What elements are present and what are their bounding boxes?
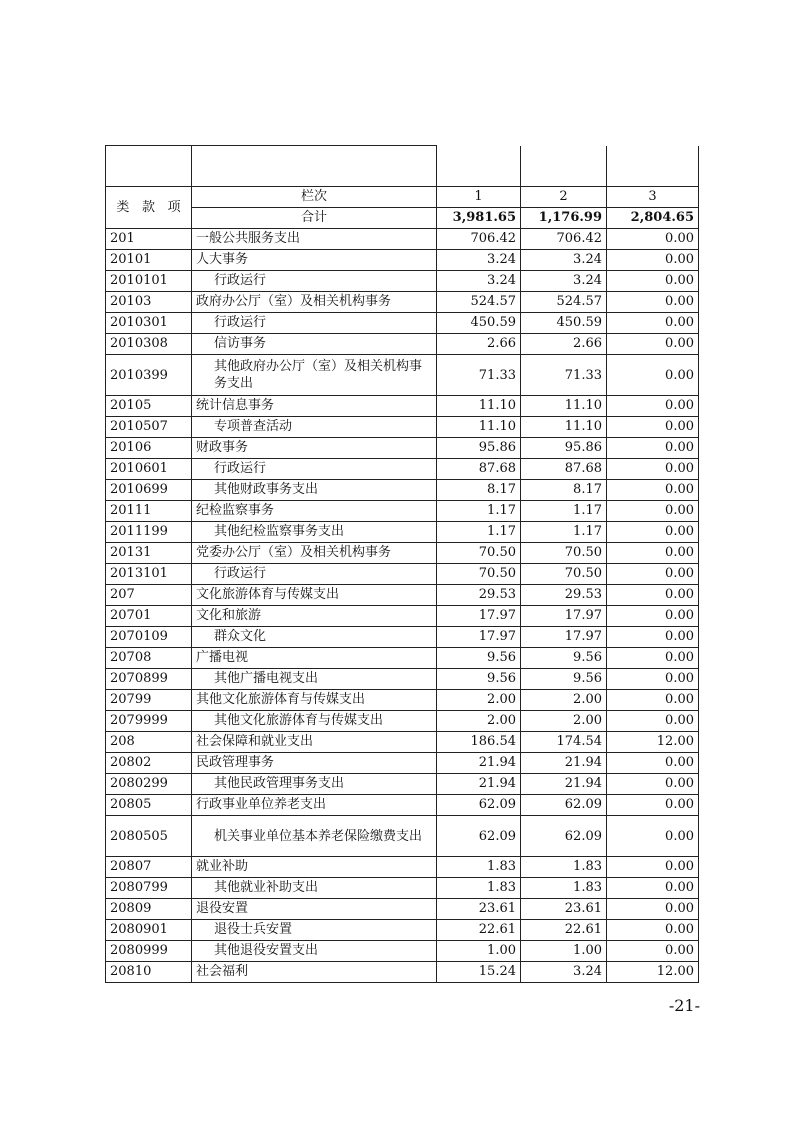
row-name: 财政事务 <box>192 438 437 459</box>
row-value-1: 1.83 <box>437 878 521 899</box>
row-value-1: 21.94 <box>437 774 521 795</box>
row-value-2: 1.83 <box>521 857 607 878</box>
budget-table-body <box>106 146 699 983</box>
row-name: 其他文化旅游体育与传媒支出 <box>192 711 437 732</box>
row-value-2: 11.10 <box>521 417 607 438</box>
row-value-2: 3.24 <box>521 962 607 983</box>
row-code: 20131 <box>106 543 192 564</box>
row-code: 20701 <box>106 606 192 627</box>
row-name: 机关事业单位基本养老保险缴费支出 <box>192 816 437 857</box>
row-value-3: 0.00 <box>607 480 699 501</box>
row-value-1: 1.17 <box>437 522 521 543</box>
row-value-3: 0.00 <box>607 816 699 857</box>
table-row <box>106 711 699 732</box>
row-value-2: 17.97 <box>521 627 607 648</box>
row-code: 20105 <box>106 396 192 417</box>
page-number: -21- <box>668 996 700 1015</box>
row-value-3: 0.00 <box>607 250 699 271</box>
row-value-2: 174.54 <box>521 732 607 753</box>
row-value-3: 0.00 <box>607 920 699 941</box>
row-value-3: 0.00 <box>607 753 699 774</box>
row-value-2: 8.17 <box>521 480 607 501</box>
row-value-3: 0.00 <box>607 417 699 438</box>
row-code: 2080799 <box>106 878 192 899</box>
row-value-2: 70.50 <box>521 543 607 564</box>
row-name: 统计信息事务 <box>192 396 437 417</box>
row-value-3: 12.00 <box>607 962 699 983</box>
row-name: 行政运行 <box>192 271 437 292</box>
row-name: 广播电视 <box>192 648 437 669</box>
row-code: 20805 <box>106 795 192 816</box>
row-name: 文化和旅游 <box>192 606 437 627</box>
table-row <box>106 899 699 920</box>
row-code: 20807 <box>106 857 192 878</box>
row-name: 其他纪检监察事务支出 <box>192 522 437 543</box>
row-value-1: 706.42 <box>437 229 521 250</box>
row-value-3: 0.00 <box>607 229 699 250</box>
row-value-3: 0.00 <box>607 396 699 417</box>
row-value-2: 3.24 <box>521 271 607 292</box>
row-name: 党委办公厅（室）及相关机构事务 <box>192 543 437 564</box>
row-name: 人大事务 <box>192 250 437 271</box>
row-name: 民政管理事务 <box>192 753 437 774</box>
row-code: 2080901 <box>106 920 192 941</box>
table-row <box>106 271 699 292</box>
row-value-2: 9.56 <box>521 669 607 690</box>
header-blank-cell <box>521 146 607 187</box>
row-value-3: 0.00 <box>607 606 699 627</box>
row-value-1: 1.17 <box>437 501 521 522</box>
row-value-2: 29.53 <box>521 585 607 606</box>
row-name: 行政运行 <box>192 564 437 585</box>
row-value-2: 2.00 <box>521 690 607 711</box>
row-code: 2070899 <box>106 669 192 690</box>
row-value-2: 21.94 <box>521 753 607 774</box>
row-code: 2011199 <box>106 522 192 543</box>
row-value-1: 1.83 <box>437 857 521 878</box>
table-row <box>106 480 699 501</box>
table-row <box>106 920 699 941</box>
row-value-2: 22.61 <box>521 920 607 941</box>
row-value-3: 0.00 <box>607 857 699 878</box>
table-row <box>106 857 699 878</box>
total-value-1: 3,981.65 <box>437 208 521 229</box>
row-value-3: 0.00 <box>607 585 699 606</box>
row-value-2: 95.86 <box>521 438 607 459</box>
table-row <box>106 962 699 983</box>
table-row <box>106 585 699 606</box>
row-value-3: 0.00 <box>607 690 699 711</box>
row-value-1: 29.53 <box>437 585 521 606</box>
row-value-1: 450.59 <box>437 313 521 334</box>
row-value-2: 2.00 <box>521 711 607 732</box>
row-code: 2080299 <box>106 774 192 795</box>
row-value-1: 186.54 <box>437 732 521 753</box>
table-row <box>106 229 699 250</box>
row-name: 其他政府办公厅（室）及相关机构事务支出 <box>192 355 437 396</box>
table-row <box>106 648 699 669</box>
row-value-1: 62.09 <box>437 816 521 857</box>
row-code: 20809 <box>106 899 192 920</box>
row-value-1: 524.57 <box>437 292 521 313</box>
row-value-2: 706.42 <box>521 229 607 250</box>
header-column-label: 栏次 <box>192 187 437 208</box>
row-code: 2080505 <box>106 816 192 857</box>
total-label: 合计 <box>192 208 437 229</box>
row-value-1: 8.17 <box>437 480 521 501</box>
row-name: 其他退役安置支出 <box>192 941 437 962</box>
table-row <box>106 878 699 899</box>
row-value-1: 11.10 <box>437 417 521 438</box>
row-name: 行政运行 <box>192 459 437 480</box>
row-name: 其他民政管理事务支出 <box>192 774 437 795</box>
row-value-2: 11.10 <box>521 396 607 417</box>
row-value-1: 1.00 <box>437 941 521 962</box>
row-value-2: 9.56 <box>521 648 607 669</box>
row-value-3: 0.00 <box>607 711 699 732</box>
header-col-2: 2 <box>521 187 607 208</box>
header-col-3: 3 <box>607 187 699 208</box>
table-row <box>106 501 699 522</box>
row-name: 文化旅游体育与传媒支出 <box>192 585 437 606</box>
row-code: 2010101 <box>106 271 192 292</box>
total-row <box>106 208 699 229</box>
header-col-1: 1 <box>437 187 521 208</box>
row-value-1: 21.94 <box>437 753 521 774</box>
row-code: 2010301 <box>106 313 192 334</box>
table-row <box>106 292 699 313</box>
row-value-3: 0.00 <box>607 795 699 816</box>
row-value-3: 0.00 <box>607 669 699 690</box>
row-value-1: 11.10 <box>437 396 521 417</box>
row-value-1: 87.68 <box>437 459 521 480</box>
header-lei: 类 <box>116 199 130 215</box>
row-value-1: 2.66 <box>437 334 521 355</box>
row-code: 2010601 <box>106 459 192 480</box>
row-name: 社会福利 <box>192 962 437 983</box>
row-name: 信访事务 <box>192 334 437 355</box>
row-value-2: 1.00 <box>521 941 607 962</box>
row-value-1: 17.97 <box>437 606 521 627</box>
row-value-1: 62.09 <box>437 795 521 816</box>
row-code: 20799 <box>106 690 192 711</box>
table-row <box>106 313 699 334</box>
row-value-1: 70.50 <box>437 564 521 585</box>
row-name: 专项普查活动 <box>192 417 437 438</box>
row-value-3: 0.00 <box>607 564 699 585</box>
row-value-3: 0.00 <box>607 941 699 962</box>
row-value-1: 17.97 <box>437 627 521 648</box>
row-value-1: 22.61 <box>437 920 521 941</box>
row-code: 2010399 <box>106 355 192 396</box>
row-name: 社会保障和就业支出 <box>192 732 437 753</box>
row-code: 20111 <box>106 501 192 522</box>
table-row <box>106 669 699 690</box>
row-value-1: 9.56 <box>437 648 521 669</box>
row-value-3: 0.00 <box>607 355 699 396</box>
row-value-3: 0.00 <box>607 313 699 334</box>
row-value-3: 0.00 <box>607 459 699 480</box>
row-value-2: 62.09 <box>521 816 607 857</box>
row-value-2: 3.24 <box>521 250 607 271</box>
row-value-3: 0.00 <box>607 334 699 355</box>
table-row <box>106 732 699 753</box>
table-row <box>106 627 699 648</box>
table-row <box>106 396 699 417</box>
header-blank-cell <box>437 146 521 187</box>
table-row <box>106 564 699 585</box>
row-value-2: 87.68 <box>521 459 607 480</box>
row-value-3: 0.00 <box>607 648 699 669</box>
table-row <box>106 543 699 564</box>
row-name: 群众文化 <box>192 627 437 648</box>
row-value-1: 71.33 <box>437 355 521 396</box>
row-name: 其他广播电视支出 <box>192 669 437 690</box>
row-value-1: 23.61 <box>437 899 521 920</box>
row-value-1: 95.86 <box>437 438 521 459</box>
row-value-2: 524.57 <box>521 292 607 313</box>
table-row <box>106 438 699 459</box>
row-name: 其他文化旅游体育与传媒支出 <box>192 690 437 711</box>
row-code: 2079999 <box>106 711 192 732</box>
row-code: 2070109 <box>106 627 192 648</box>
row-name: 其他就业补助支出 <box>192 878 437 899</box>
row-value-3: 12.00 <box>607 732 699 753</box>
row-value-2: 450.59 <box>521 313 607 334</box>
row-code: 2010308 <box>106 334 192 355</box>
row-code: 208 <box>106 732 192 753</box>
row-name: 一般公共服务支出 <box>192 229 437 250</box>
row-value-3: 0.00 <box>607 543 699 564</box>
row-code: 2013101 <box>106 564 192 585</box>
row-value-2: 70.50 <box>521 564 607 585</box>
table-row <box>106 417 699 438</box>
row-value-2: 71.33 <box>521 355 607 396</box>
table-row <box>106 690 699 711</box>
row-value-3: 0.00 <box>607 501 699 522</box>
row-code: 20708 <box>106 648 192 669</box>
header-xiang: 项 <box>167 199 181 215</box>
row-value-3: 0.00 <box>607 438 699 459</box>
table-row <box>106 774 699 795</box>
row-value-3: 0.00 <box>607 271 699 292</box>
row-value-2: 21.94 <box>521 774 607 795</box>
row-name: 其他财政事务支出 <box>192 480 437 501</box>
header-blank-cell <box>192 146 437 187</box>
row-value-2: 1.17 <box>521 501 607 522</box>
row-name: 纪检监察事务 <box>192 501 437 522</box>
row-name: 就业补助 <box>192 857 437 878</box>
row-code: 20810 <box>106 962 192 983</box>
total-value-2: 1,176.99 <box>521 208 607 229</box>
header-kind-cell <box>106 187 192 229</box>
header-blank-cell <box>106 146 192 187</box>
row-value-1: 3.24 <box>437 250 521 271</box>
row-value-3: 0.00 <box>607 899 699 920</box>
table-row <box>106 753 699 774</box>
row-value-1: 70.50 <box>437 543 521 564</box>
row-value-1: 2.00 <box>437 690 521 711</box>
row-code: 20106 <box>106 438 192 459</box>
header-blank-cell <box>607 146 699 187</box>
budget-table <box>105 145 699 983</box>
row-value-1: 2.00 <box>437 711 521 732</box>
table-row <box>106 606 699 627</box>
row-code: 2010699 <box>106 480 192 501</box>
row-value-2: 2.66 <box>521 334 607 355</box>
row-value-3: 0.00 <box>607 774 699 795</box>
row-value-1: 9.56 <box>437 669 521 690</box>
row-name: 退役安置 <box>192 899 437 920</box>
row-value-3: 0.00 <box>607 878 699 899</box>
row-value-2: 17.97 <box>521 606 607 627</box>
table-row <box>106 941 699 962</box>
row-code: 207 <box>106 585 192 606</box>
row-value-1: 3.24 <box>437 271 521 292</box>
row-value-3: 0.00 <box>607 522 699 543</box>
row-code: 201 <box>106 229 192 250</box>
total-value-3: 2,804.65 <box>607 208 699 229</box>
row-value-3: 0.00 <box>607 292 699 313</box>
row-code: 20101 <box>106 250 192 271</box>
table-row <box>106 459 699 480</box>
row-code: 2010507 <box>106 417 192 438</box>
row-code: 20802 <box>106 753 192 774</box>
table-row <box>106 334 699 355</box>
row-value-1: 15.24 <box>437 962 521 983</box>
table-row <box>106 250 699 271</box>
row-value-2: 1.83 <box>521 878 607 899</box>
row-value-2: 62.09 <box>521 795 607 816</box>
row-code: 20103 <box>106 292 192 313</box>
table-row <box>106 795 699 816</box>
header-kuan: 款 <box>141 199 155 215</box>
row-name: 退役士兵安置 <box>192 920 437 941</box>
header-blank-row <box>106 146 699 187</box>
table-row <box>106 355 699 396</box>
row-value-2: 1.17 <box>521 522 607 543</box>
row-value-2: 23.61 <box>521 899 607 920</box>
row-name: 行政事业单位养老支出 <box>192 795 437 816</box>
row-value-3: 0.00 <box>607 627 699 648</box>
table-row <box>106 816 699 857</box>
row-name: 行政运行 <box>192 313 437 334</box>
table-row <box>106 522 699 543</box>
row-name: 政府办公厅（室）及相关机构事务 <box>192 292 437 313</box>
row-code: 2080999 <box>106 941 192 962</box>
header-column-row <box>106 187 699 208</box>
